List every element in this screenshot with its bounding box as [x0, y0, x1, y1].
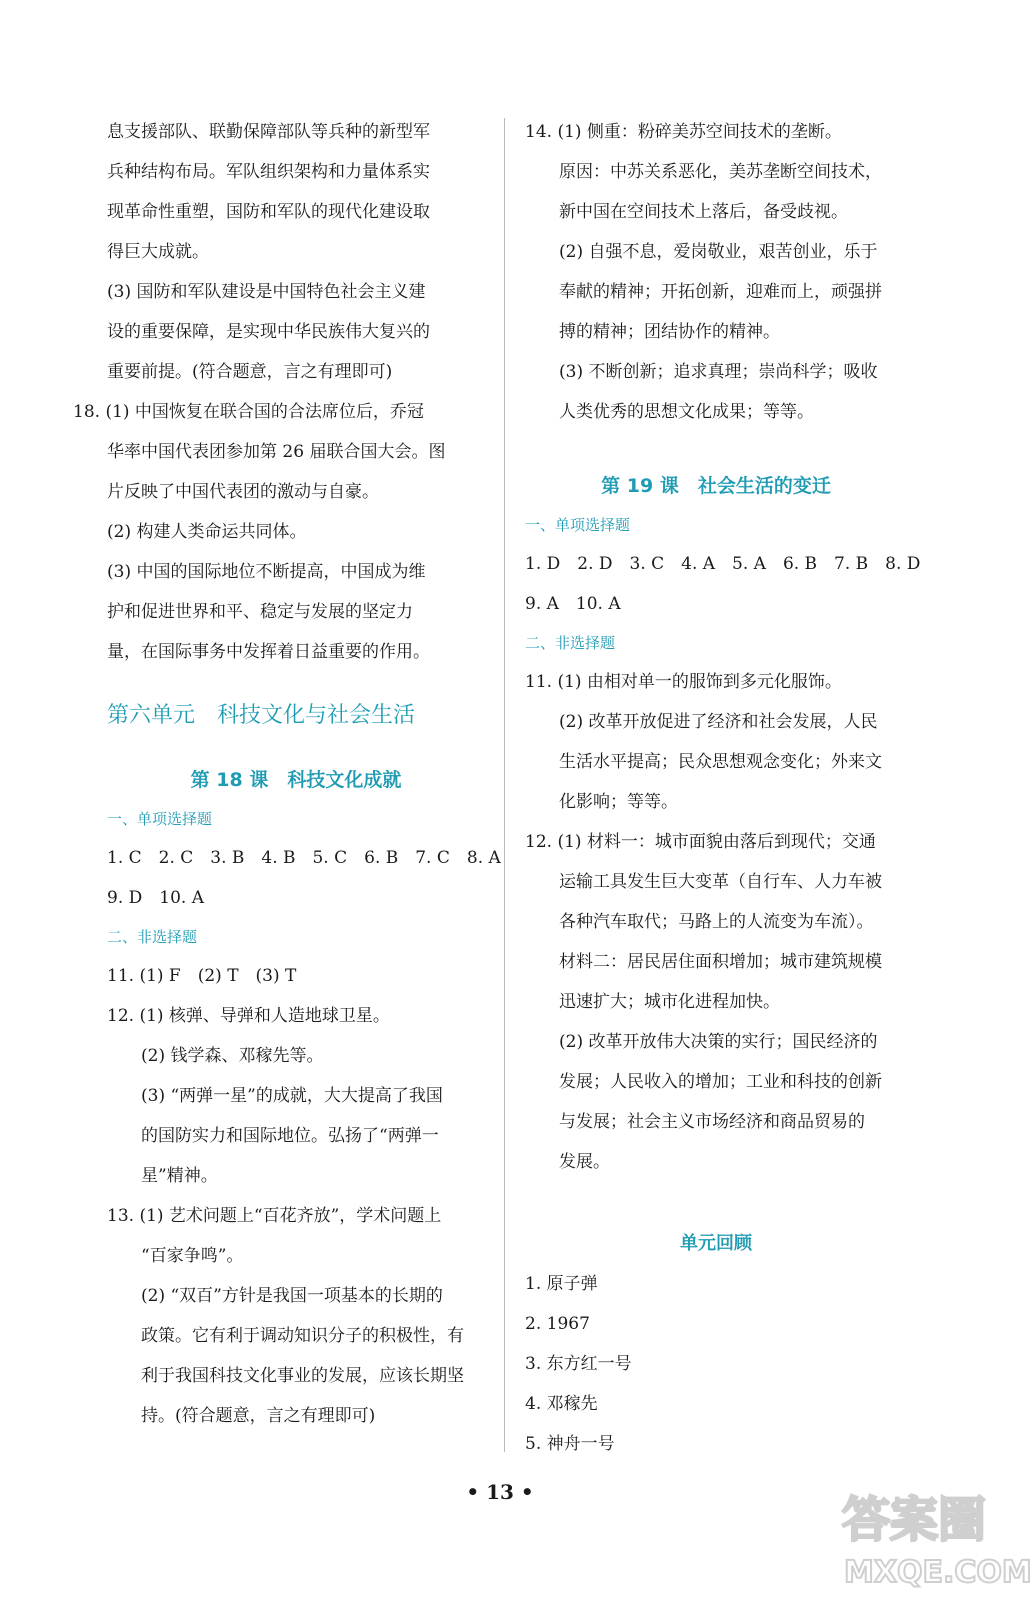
review-item: 3. 东方红一号: [525, 1354, 632, 1374]
answer-line: 持。(符合题意，言之有理即可): [141, 1406, 376, 1426]
answer-line: (2) 自强不息，爱岗敬业，艰苦创业，乐于: [559, 242, 878, 262]
answer-line: 运输工具发生巨大变革（自行车、人力车被: [559, 872, 882, 892]
answer-line: 护和促进世界和平、稳定与发展的坚定力: [107, 602, 413, 622]
answer-line: (3) 不断创新；追求真理；崇尚科学；吸收: [559, 362, 878, 382]
answer-line: 各种汽车取代；马路上的人流变为车流）。: [559, 912, 874, 932]
answer-line: 政策。它有利于调动知识分子的积极性，有: [141, 1326, 464, 1346]
watermark-logo: [838, 1478, 1032, 1590]
q18-answer: [73, 392, 485, 672]
section-heading: 一、单项选择题: [107, 810, 213, 828]
answer-line: (2) “双百”方针是我国一项基本的长期的: [141, 1286, 443, 1306]
mc-answers: 1. D 2. D 3. C 4. A 5. A 6. B 7. B 8. D: [525, 554, 921, 574]
answer-line: 现革命性重塑，国防和军队的现代化建设取: [107, 202, 430, 222]
answer-line: 发展。: [559, 1152, 610, 1172]
answer-line: 息支援部队、联勤保障部队等兵种的新型军: [107, 122, 430, 142]
answer-line: 片反映了中国代表团的激动与自豪。: [107, 482, 379, 502]
answer-line: 兵种结构布局。军队组织架构和力量体系实: [107, 162, 430, 182]
review-item: 2. 1967: [525, 1314, 590, 1334]
answer-line: 迅速扩大；城市化进程加快。: [559, 992, 780, 1012]
answer-line: (2) 构建人类命运共同体。: [107, 522, 307, 542]
answer-line: 原因：中苏关系恶化，美苏垄断空间技术，: [559, 162, 882, 182]
answer-line: 人类优秀的思想文化成果；等等。: [559, 402, 814, 422]
answer-line: 搏的精神；团结协作的精神。: [559, 322, 780, 342]
answer-line: 11. (1) 由相对单一的服饰到多元化服饰。: [525, 672, 842, 692]
column-divider: [504, 118, 505, 1452]
answer-line: 材料二：居民居住面积增加；城市建筑规模: [559, 952, 882, 972]
answer-line: 发展；人民收入的增加；工业和科技的创新: [559, 1072, 882, 1092]
answer-line: (3) 国防和军队建设是中国特色社会主义建: [107, 282, 426, 302]
unit-title: 第六单元 科技文化与社会生活: [107, 703, 416, 728]
answer-line: (2) 钱学森、邓稼先等。: [141, 1046, 324, 1066]
watermark-bottom: MXQE.COM: [844, 1555, 1032, 1590]
section-heading: 二、非选择题: [107, 928, 198, 946]
answer-line: 13. (1) 艺术问题上“百花齐放”，学术问题上: [107, 1206, 442, 1226]
answer-line: 重要前提。(符合题意，言之有理即可): [107, 362, 393, 382]
answer-line: 生活水平提高；民众思想观念变化；外来文: [559, 752, 882, 772]
answer-line: 华率中国代表团参加第 26 届联合国大会。图: [107, 442, 446, 462]
answer-line: 与发展；社会主义市场经济和商品贸易的: [559, 1112, 865, 1132]
answer-line: 14. (1) 侧重：粉碎美苏空间技术的垄断。: [525, 122, 842, 142]
review-title: 单元回顾: [680, 1233, 752, 1254]
section-heading: 一、单项选择题: [525, 516, 631, 534]
review-item: 5. 神舟一号: [525, 1434, 615, 1454]
mc-answers: 9. D 10. A: [107, 888, 204, 908]
answer-line: (2) 改革开放促进了经济和社会发展，人民: [559, 712, 878, 732]
lesson-title: 第 18 课 科技文化成就: [190, 769, 402, 791]
answer-line: 18. (1) 中国恢复在联合国的合法席位后，乔冠: [73, 402, 424, 422]
answer-line: (3) “两弹一星”的成就，大大提高了我国: [141, 1086, 443, 1106]
review-item: 1. 原子弹: [525, 1274, 598, 1294]
q17-continued: [107, 112, 485, 392]
lesson-title: 第 19 课 社会生活的变迁: [601, 475, 831, 497]
answer-line: 化影响；等等。: [559, 792, 678, 812]
answer-line: (2) 改革开放伟大决策的实行；国民经济的: [559, 1032, 878, 1052]
answer-line: 的国防实力和国际地位。弘扬了“两弹一: [141, 1126, 439, 1146]
review-item: 4. 邓稼先: [525, 1394, 598, 1414]
q14-answer: [525, 112, 907, 432]
section-heading: 二、非选择题: [525, 634, 616, 652]
answer-line: 利于我国科技文化事业的发展，应该长期坚: [141, 1366, 464, 1386]
right-column: [525, 112, 921, 1464]
answer-line: (3) 中国的国际地位不断提高，中国成为维: [107, 562, 426, 582]
watermark-top: 答案圈: [842, 1492, 987, 1548]
answer-line: 设的重要保障，是实现中华民族伟大复兴的: [107, 322, 430, 342]
answer-line: 量，在国际事务中发挥着日益重要的作用。: [107, 642, 430, 662]
answer-line: 奉献的精神；开拓创新，迎难而上，顽强拼: [559, 282, 882, 302]
page-number: • 13 •: [466, 1480, 534, 1504]
answer-line: 12. (1) 材料一：城市面貌由落后到现代；交通: [525, 832, 876, 852]
left-column: [73, 112, 501, 1436]
answer-line: 12. (1) 核弹、导弹和人造地球卫星。: [107, 1006, 390, 1026]
answer-line: 星”精神。: [141, 1166, 218, 1186]
answer-line: 新中国在空间技术上落后，备受歧视。: [559, 202, 848, 222]
mc-answers: 9. A 10. A: [525, 594, 621, 614]
answer-line: 11. (1) F (2) T (3) T: [107, 966, 297, 986]
mc-answers: 1. C 2. C 3. B 4. B 5. C 6. B 7. C 8. A: [107, 848, 501, 868]
answer-line: “百家争鸣”。: [141, 1246, 244, 1266]
answer-line: 得巨大成就。: [107, 242, 209, 262]
